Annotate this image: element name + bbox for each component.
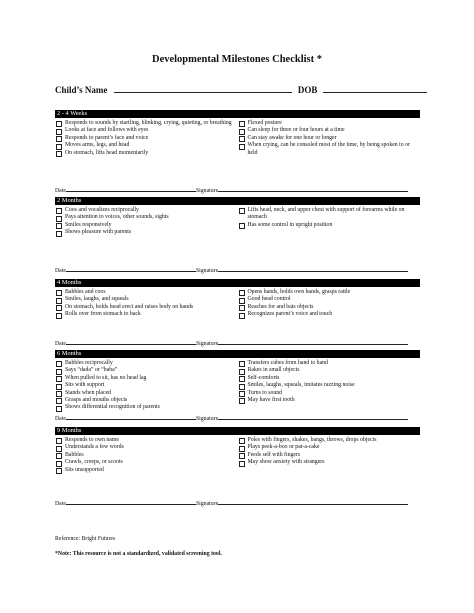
- milestone-label: Plays peek-a-boo or pat-a-cake: [247, 444, 320, 451]
- checkbox[interactable]: [239, 208, 245, 214]
- date-label: Date: [55, 188, 66, 194]
- milestone-label: Turns to sound: [247, 389, 283, 396]
- checkbox[interactable]: [239, 461, 245, 467]
- section-2: [55, 279, 420, 319]
- milestone-item: [238, 459, 421, 466]
- milestone-column-left: [55, 207, 238, 237]
- milestone-item: [238, 207, 421, 222]
- milestone-label: Looks at face and follows with eyes: [65, 127, 149, 134]
- milestone-item: [238, 127, 421, 134]
- milestone-item: [55, 296, 238, 303]
- milestone-item: [55, 459, 238, 466]
- milestone-label: Stands when placed: [65, 389, 112, 396]
- milestone-label: Good head control: [247, 296, 291, 303]
- checkbox[interactable]: [56, 398, 62, 404]
- checkbox[interactable]: [56, 461, 62, 467]
- section-4: [55, 427, 420, 474]
- checkbox[interactable]: [56, 305, 62, 311]
- milestone-item: [238, 142, 421, 157]
- signature-field[interactable]: [218, 339, 408, 345]
- section-header: 2 - 4 Weeks: [55, 110, 420, 118]
- milestone-column-right: [238, 289, 421, 319]
- checkbox[interactable]: [56, 151, 62, 157]
- milestone-column-right: [238, 437, 421, 474]
- checkbox[interactable]: [239, 369, 245, 375]
- milestone-label: Flexed posture: [247, 120, 282, 126]
- checkbox[interactable]: [239, 144, 245, 150]
- milestone-item: [238, 444, 421, 451]
- checkbox[interactable]: [56, 290, 62, 296]
- milestone-label: Lifts head, neck, and upper chest with support of forearms while on stomach: [247, 207, 405, 221]
- milestone-label: Rolls over from stomach to back: [65, 311, 141, 318]
- milestone-item: [55, 390, 238, 397]
- section-1: [55, 197, 420, 237]
- checkbox[interactable]: [56, 369, 62, 375]
- dob-label: DOB: [297, 85, 318, 95]
- milestone-label: Rakes in small objects: [247, 367, 300, 374]
- checkbox[interactable]: [56, 406, 62, 412]
- checkbox[interactable]: [56, 298, 62, 304]
- checkbox[interactable]: [56, 129, 62, 135]
- checkbox[interactable]: [56, 438, 62, 444]
- milestone-label: Understands a few words: [65, 444, 124, 451]
- checkbox[interactable]: [56, 446, 62, 452]
- milestone-label: Self-comforts: [247, 374, 280, 381]
- milestone-label: Can sleep for three or four hours at a time: [247, 127, 345, 134]
- milestone-label: Sits unsupported: [65, 466, 104, 473]
- milestone-label: Smiles responsively: [65, 221, 112, 228]
- checkbox[interactable]: [239, 223, 245, 229]
- child-info-row: [55, 84, 420, 95]
- disclaimer-note: *Note: This resource is not a standardized, validated screening tool.: [55, 551, 222, 557]
- date-field[interactable]: [66, 266, 196, 272]
- milestone-label: Can stay awake for one hour or longer: [247, 134, 337, 141]
- milestone-item: [55, 444, 238, 451]
- milestone-label: Recognizes parent’s voice and touch: [247, 311, 333, 318]
- milestone-item: [238, 222, 421, 229]
- section-header: 9 Months: [55, 427, 420, 435]
- signature-field[interactable]: [218, 266, 408, 272]
- milestone-label: Responds to own name: [65, 437, 119, 443]
- milestone-item: [238, 296, 421, 303]
- section-0: [55, 110, 420, 157]
- checkbox[interactable]: [239, 136, 245, 142]
- milestone-label: Crawls, creeps, or scoots: [65, 459, 123, 466]
- date-label: Date: [55, 341, 66, 347]
- milestone-label: Poles with fingers, shakes, bangs, throws, drops objects: [247, 437, 377, 443]
- checkbox[interactable]: [56, 144, 62, 150]
- milestone-column-left: [55, 437, 238, 474]
- milestone-label: Has some control in upright position: [247, 221, 333, 228]
- milestone-item: [55, 127, 238, 134]
- milestone-item: [55, 311, 238, 318]
- checkbox[interactable]: [239, 376, 245, 382]
- checkbox[interactable]: [239, 121, 245, 127]
- milestone-item: [55, 467, 238, 474]
- signature-label: Signature: [195, 341, 219, 347]
- date-field[interactable]: [66, 339, 196, 345]
- signature-field[interactable]: [218, 414, 408, 420]
- milestone-label: Coos and vocalizes reciprocally: [65, 207, 139, 213]
- checkbox[interactable]: [56, 376, 62, 382]
- milestone-label: May have first tooth: [247, 397, 295, 404]
- checkbox[interactable]: [56, 313, 62, 319]
- checkbox[interactable]: [56, 231, 62, 237]
- checkbox[interactable]: [239, 298, 245, 304]
- milestone-label: Smiles, laughs, squeals, imitates razzing noise: [247, 382, 355, 389]
- milestone-item: [238, 397, 421, 404]
- checkbox[interactable]: [56, 361, 62, 367]
- checkbox[interactable]: [239, 398, 245, 404]
- date-signature-row: [55, 266, 420, 274]
- milestone-item: [238, 367, 421, 374]
- milestone-label: Babbles and coos: [65, 289, 106, 295]
- checkbox[interactable]: [56, 453, 62, 459]
- milestone-item: [55, 382, 238, 389]
- date-signature-row: [55, 186, 420, 194]
- milestone-item: [238, 452, 421, 459]
- milestone-label: May show anxiety with strangers: [247, 459, 325, 466]
- milestone-label: Pays attention to voices, other sounds, sights: [65, 214, 169, 221]
- milestone-label: Shows differential recognition of parents: [65, 404, 160, 411]
- milestone-column-left: [55, 120, 238, 157]
- signature-label: Signature: [195, 501, 219, 507]
- milestone-label: Reaches for and bats objects: [247, 303, 314, 310]
- milestone-column-left: [55, 289, 238, 319]
- checkbox[interactable]: [239, 361, 245, 367]
- milestone-label: Grasps and mouths objects: [65, 397, 128, 404]
- milestone-item: [55, 404, 238, 411]
- milestone-column-left: [55, 360, 238, 412]
- section-header: 4 Months: [55, 279, 420, 287]
- checkbox[interactable]: [239, 438, 245, 444]
- milestone-label: Smiles, laughs, and squeals: [65, 296, 129, 303]
- reference-text: Reference: Bright Futures: [55, 536, 116, 542]
- milestone-label: Responds to parent’s face and voice: [65, 134, 149, 141]
- milestone-label: When crying, can be consoled most of the time, by being spoken to or held: [247, 142, 410, 156]
- milestone-item: [55, 207, 238, 214]
- milestone-item: [238, 437, 421, 444]
- milestone-item: [238, 375, 421, 382]
- checkbox[interactable]: [239, 305, 245, 311]
- checkbox[interactable]: [56, 391, 62, 397]
- checkbox[interactable]: [56, 468, 62, 474]
- page-title: Developmental Milestones Checklist *: [151, 54, 323, 65]
- checkbox[interactable]: [239, 129, 245, 135]
- milestone-label: Shows pleasure with parents: [65, 229, 132, 236]
- date-signature-row: [55, 499, 420, 507]
- date-field[interactable]: [66, 186, 196, 192]
- signature-label: Signature: [195, 268, 219, 274]
- date-field[interactable]: [66, 414, 196, 420]
- date-label: Date: [55, 268, 66, 274]
- milestone-label: Babbles reciprocally: [65, 360, 113, 366]
- milestone-item: [238, 311, 421, 318]
- date-label: Date: [55, 501, 66, 507]
- milestone-item: [55, 375, 238, 382]
- checkbox[interactable]: [239, 290, 245, 296]
- checkbox[interactable]: [239, 384, 245, 390]
- section-header: 6 Months: [55, 350, 420, 358]
- date-label: Date: [55, 416, 66, 422]
- section-header: 2 Months: [55, 197, 420, 205]
- milestone-item: [238, 289, 421, 296]
- checkbox[interactable]: [239, 313, 245, 319]
- milestone-column-right: [238, 120, 421, 157]
- date-field[interactable]: [66, 499, 196, 505]
- milestone-item: [238, 304, 421, 311]
- signature-field[interactable]: [218, 499, 408, 505]
- childs-name-label: Child’s Name: [55, 85, 108, 95]
- signature-label: Signature: [195, 188, 219, 194]
- checkbox[interactable]: [56, 223, 62, 229]
- milestone-item: [55, 214, 238, 221]
- milestone-label: Says “dada” or “baba”: [65, 367, 118, 374]
- milestone-label: When pulled to sit, has no head lag: [65, 374, 147, 381]
- checkbox[interactable]: [56, 136, 62, 142]
- milestone-item: [55, 142, 238, 149]
- milestone-label: Babbles: [65, 451, 84, 458]
- milestone-item: [55, 222, 238, 229]
- milestone-label: On stomach, lifts head momentarily: [65, 149, 149, 156]
- milestone-label: Opens hands, holds own hands, grasps rattle: [247, 289, 351, 295]
- milestone-item: [55, 452, 238, 459]
- milestone-item: [55, 135, 238, 142]
- date-signature-row: [55, 414, 420, 422]
- milestone-item: [55, 289, 238, 296]
- milestone-column-right: [238, 207, 421, 237]
- milestone-label: Sits with support: [65, 382, 105, 389]
- checkbox[interactable]: [56, 216, 62, 222]
- checkbox[interactable]: [56, 121, 62, 127]
- milestone-item: [238, 360, 421, 367]
- checkbox[interactable]: [56, 208, 62, 214]
- checkbox[interactable]: [239, 446, 245, 452]
- milestone-label: Transfers cubes from hand to hand: [247, 360, 328, 366]
- milestone-item: [55, 150, 238, 157]
- section-3: [55, 350, 420, 412]
- milestone-item: [238, 390, 421, 397]
- milestone-item: [55, 367, 238, 374]
- milestone-column-right: [238, 360, 421, 412]
- signature-field[interactable]: [218, 186, 408, 192]
- milestone-label: Responds to sounds by startling, blinking, crying, quieting, or breathing: [65, 120, 232, 126]
- checkbox[interactable]: [239, 453, 245, 459]
- milestone-label: Feeds self with fingers: [247, 451, 301, 458]
- milestone-item: [55, 229, 238, 236]
- date-signature-row: [55, 339, 420, 347]
- milestone-item: [238, 382, 421, 389]
- milestone-label: Moves arms, legs, and head: [65, 142, 130, 149]
- dob-field[interactable]: [323, 84, 427, 93]
- signature-label: Signature: [195, 416, 219, 422]
- milestone-label: On stomach, holds head erect and raises body on hands: [65, 303, 194, 310]
- checkbox[interactable]: [56, 384, 62, 390]
- childs-name-field[interactable]: [114, 84, 292, 93]
- checkbox[interactable]: [239, 391, 245, 397]
